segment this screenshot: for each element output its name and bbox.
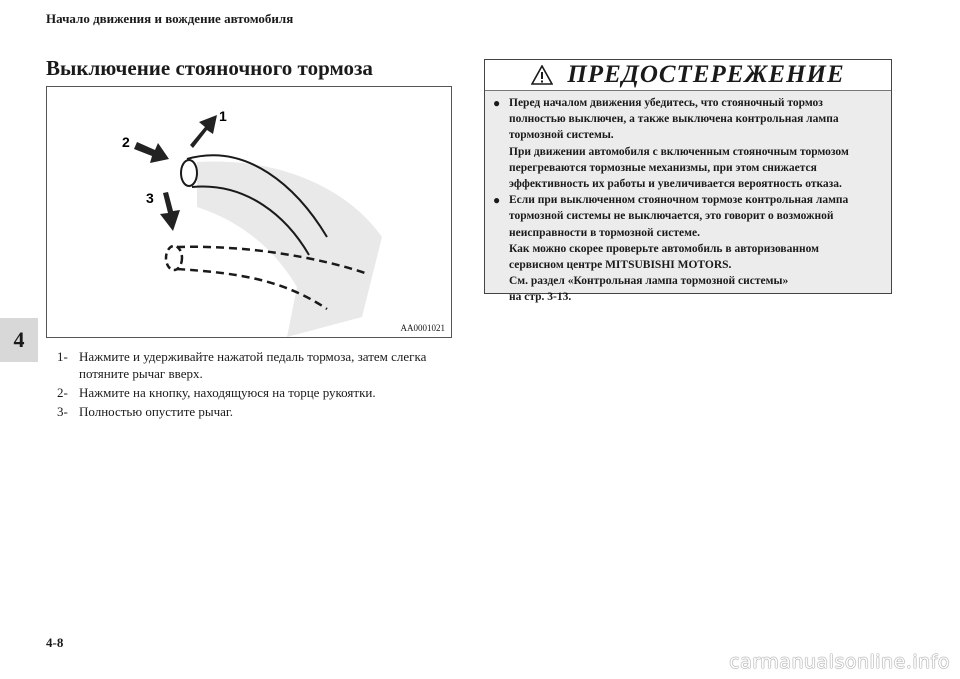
warning-box <box>484 59 892 304</box>
warning-line: неисправности в тормозной системе. <box>509 226 700 239</box>
arrow-1-label: 1 <box>219 108 227 124</box>
step-number: 2- <box>57 385 68 400</box>
warning-line: на стр. 3-13. <box>509 291 572 304</box>
page-title: Выключение стояночного тормоза <box>46 56 373 80</box>
warning-line: полностью выключен, а также выключена контрольная лампа <box>509 113 839 126</box>
list-item <box>57 403 457 420</box>
arrow-3-label: 3 <box>146 190 154 206</box>
list-item <box>57 384 457 401</box>
lever-button <box>181 160 197 186</box>
warning-line: См. раздел «Контрольная лампа тормозной системы» <box>509 275 789 288</box>
watermark: carmanualsonline.info <box>729 651 950 673</box>
figure-code: AA0001021 <box>400 323 445 333</box>
warning-line: тормозной системы. <box>509 129 614 142</box>
lever-lowered-end <box>166 246 182 270</box>
step-number: 1- <box>57 349 68 364</box>
warning-triangle-icon <box>531 65 553 85</box>
list-item <box>57 348 457 382</box>
step-text: Нажмите и удерживайте нажатой педаль тормоза, затем слегка потяните рычаг вверх. <box>79 349 427 381</box>
warning-line: При движении автомобиля с включенным стояночным тормозом <box>509 145 849 158</box>
step-text: Нажмите на кнопку, находящуюся на торце рукоятки. <box>79 385 376 400</box>
step-text: Полностью опустите рычаг. <box>79 404 234 419</box>
parking-brake-figure <box>46 86 452 338</box>
running-header: Начало движения и вождение автомобиля <box>46 11 294 26</box>
warning-header <box>485 60 891 91</box>
arrow-3-icon <box>160 192 180 231</box>
warning-line: эффективность их работы и увеличивается вероятность отказа. <box>509 178 842 191</box>
warning-line: Перед началом движения убедитесь, что стояночный тормоз <box>509 97 823 109</box>
warning-item <box>493 192 881 305</box>
warning-line: Если при выключенном стояночном тормозе контрольная лампа <box>509 194 849 207</box>
warning-line: сервисном центре MITSUBISHI MOTORS. <box>509 259 732 272</box>
step-number: 3- <box>57 404 68 419</box>
bullet-icon: ● <box>493 193 501 208</box>
arrow-2-icon <box>134 142 169 163</box>
warning-title: ПРЕДОСТЕРЕЖЕНИЕ <box>567 61 845 88</box>
page-number: 4-8 <box>46 635 64 650</box>
warning-item <box>493 95 881 192</box>
warning-body <box>485 91 891 306</box>
arrow-2-label: 2 <box>122 134 130 150</box>
bullet-icon: ● <box>493 96 501 110</box>
steps-list <box>57 348 457 422</box>
arrow-1-icon <box>190 115 217 148</box>
warning-line: Как можно скорее проверьте автомобиль в авторизованном <box>509 242 819 255</box>
parking-brake-illustration <box>47 87 453 339</box>
chapter-tab: 4 <box>0 318 38 362</box>
warning-line: перегреваются тормозные механизмы, при этом снижается <box>509 161 817 174</box>
warning-line: тормозной системы не выключается, это говорит о возможной <box>509 210 834 223</box>
